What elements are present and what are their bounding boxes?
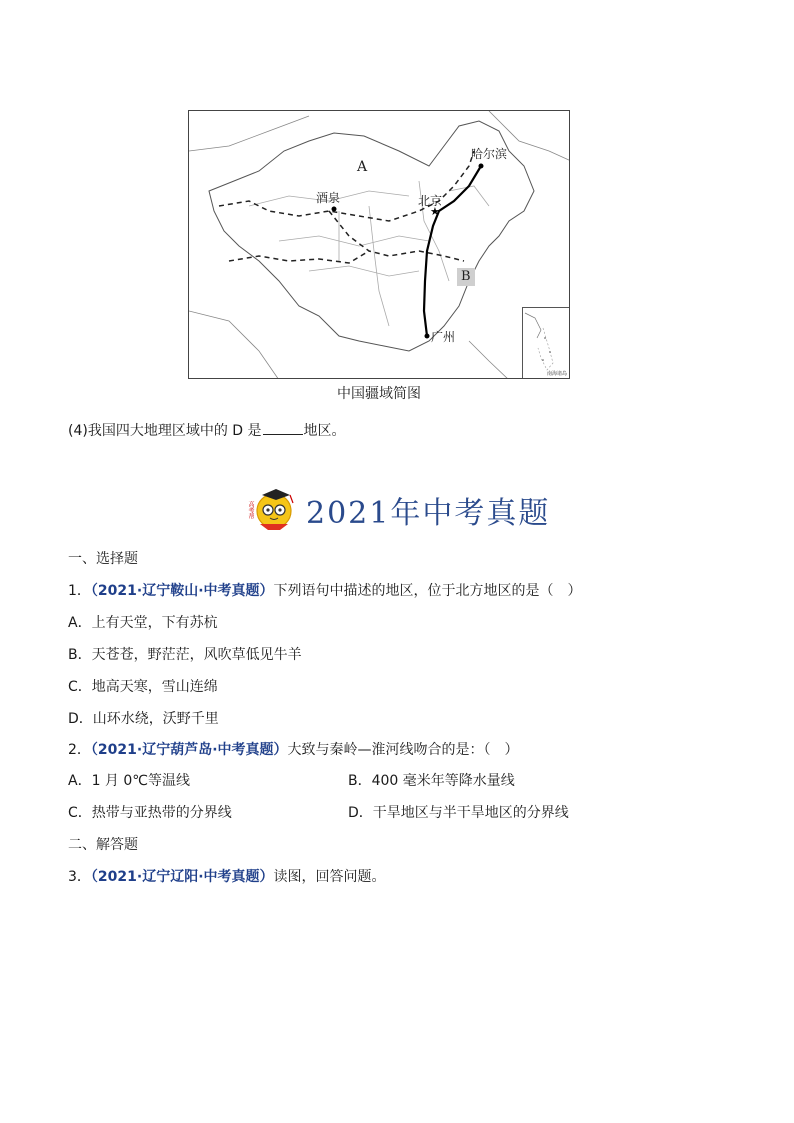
q1-number: 1． [68,583,91,599]
q2-option-b: B．400 毫米年等降水量线 [348,773,515,789]
south-china-sea-inset [522,307,570,379]
map-drawing [189,111,570,379]
mascot-logo [246,484,302,534]
q1-option-a: A．上有天堂，下有苏杭 [68,615,218,631]
section-answer-heading: 二、解答题 [68,837,138,853]
badge-text: 高考帮 [247,501,254,519]
q2-option-c: C．热带与亚热带的分界线 [68,805,232,821]
inset-label: 南海诸岛 [546,371,567,377]
question-4 [68,420,346,440]
q4-prefix: (4)我国四大地理区域中的 D 是 [68,423,262,439]
q3-stem: 读图，回答问题。 [273,869,386,885]
q1-option-b: B．天苍苍，野茫茫，风吹草低见牛羊 [68,647,302,663]
question-1 [68,580,582,600]
q2-number: 2． [68,742,91,758]
q1-option-c: C．地高天寒，雪山连绵 [68,679,218,695]
guangzhou-dot [425,334,430,339]
china-map [188,110,570,379]
beijing-star: ★ [430,205,440,218]
beijing-label: 北京 [418,194,443,208]
neighbour-lines [189,111,570,379]
question-3 [68,866,386,886]
section-choice-heading: 一、选择题 [68,551,138,567]
q1-option-d: D．山环水绕，沃野千里 [68,711,219,727]
guangzhou-label: 广州 [431,330,456,344]
region-a-label: A [357,159,368,175]
q2-source: （2021·辽宁葫芦岛·中考真题） [90,742,288,758]
q2-option-a: A．1 月 0℃等温线 [68,773,191,789]
boundary-qinghai-tibet [229,251,369,263]
exam-banner [246,484,566,534]
q3-number: 3． [68,869,91,885]
jiuquan-label: 酒泉 [316,191,341,205]
harbin-dot [479,164,484,169]
map-caption: 中国疆域简图 [337,386,421,402]
jiuquan-dot [332,207,337,212]
q3-source: （2021·辽宁辽阳·中考真题） [90,869,274,885]
harbin-label: 哈尔滨 [471,147,508,161]
inset-drawing [523,308,569,378]
banner-title: 2021年中考真题 [306,496,551,531]
q2-option-d: D．干旱地区与半干旱地区的分界线 [348,805,569,821]
q1-source: （2021·辽宁鞍山·中考真题） [90,583,274,599]
q1-stem: 下列语句中描述的地区，位于北方地区的是（ ） [273,583,582,599]
region-b-label: B [461,269,471,284]
q4-blank [263,422,303,435]
question-2 [68,739,519,759]
q4-suffix: 地区。 [303,423,346,439]
q2-stem: 大致与秦岭—淮河线吻合的是：（ ） [287,742,519,758]
